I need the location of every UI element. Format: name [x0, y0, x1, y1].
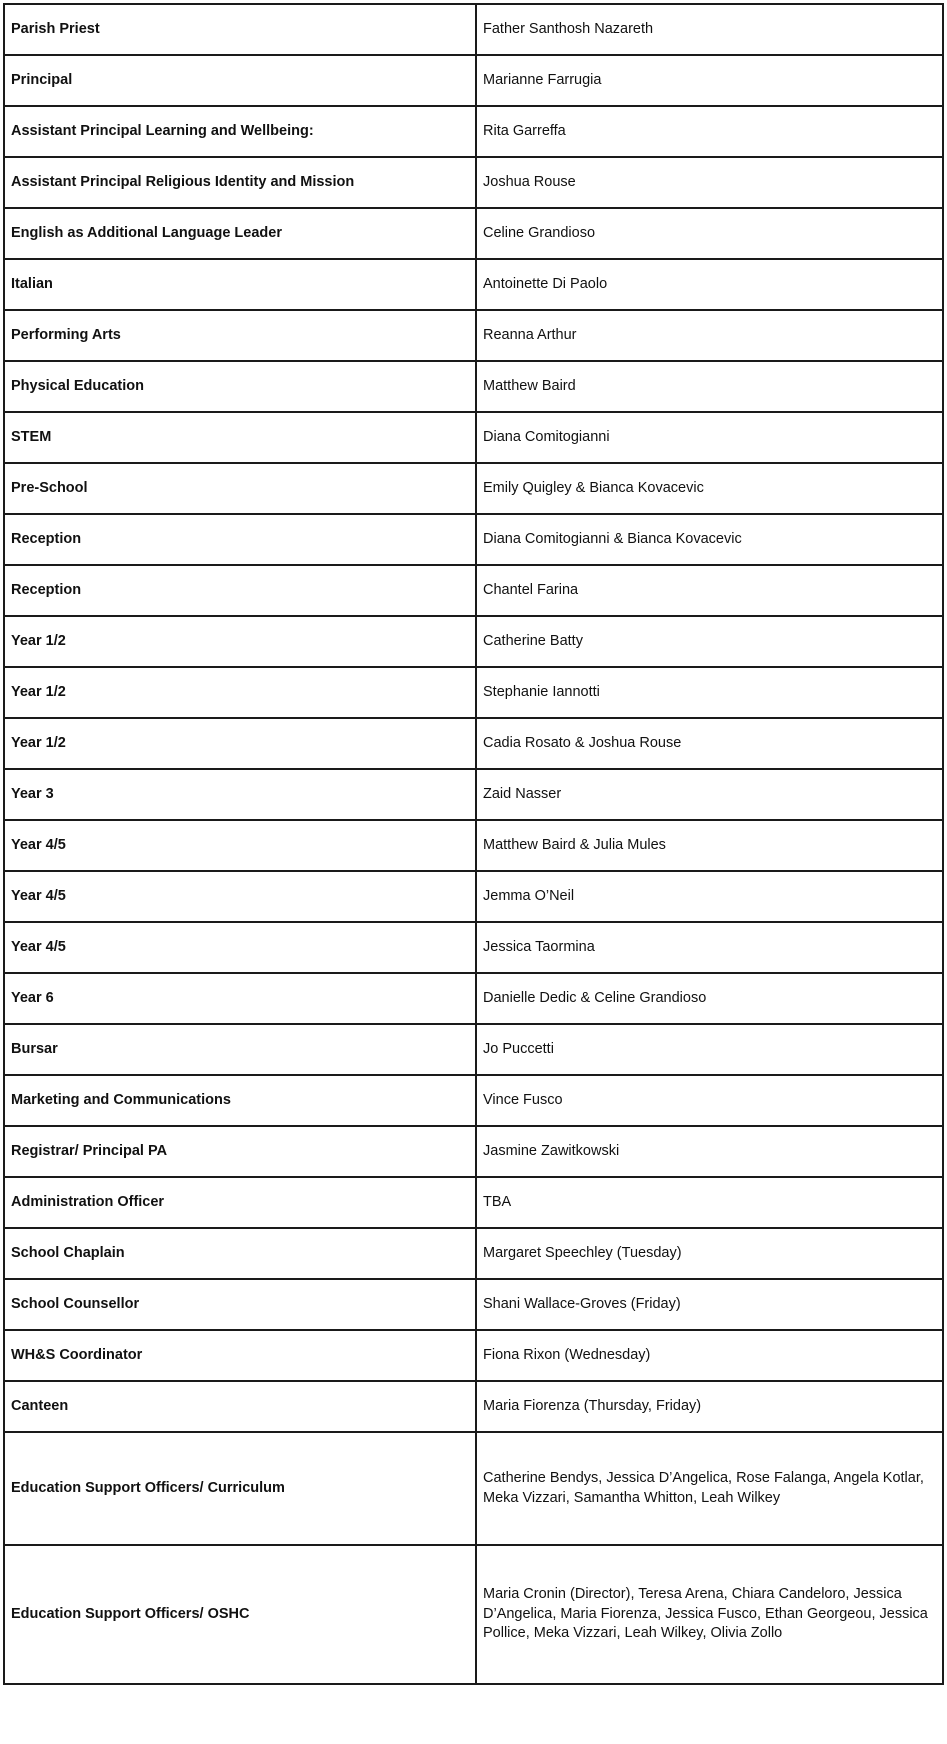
table-row: [4, 616, 943, 667]
name-cell: Jasmine Zawitkowski: [476, 1126, 943, 1177]
name-cell: Jemma O’Neil: [476, 871, 943, 922]
table-row: [4, 871, 943, 922]
table-row: [4, 1381, 943, 1432]
name-cell: Matthew Baird & Julia Mules: [476, 820, 943, 871]
table-row: [4, 4, 943, 55]
name-cell: Reanna Arthur: [476, 310, 943, 361]
name-cell: Joshua Rouse: [476, 157, 943, 208]
role-cell: Year 1/2: [4, 616, 476, 667]
table-row: [4, 412, 943, 463]
role-cell: WH&S Coordinator: [4, 1330, 476, 1381]
table-row: [4, 106, 943, 157]
role-cell: Principal: [4, 55, 476, 106]
name-cell: Shani Wallace-Groves (Friday): [476, 1279, 943, 1330]
table-row: [4, 514, 943, 565]
table-row: [4, 208, 943, 259]
table-row: [4, 1177, 943, 1228]
staff-table: [3, 3, 944, 1685]
name-cell: Fiona Rixon (Wednesday): [476, 1330, 943, 1381]
role-cell: Marketing and Communications: [4, 1075, 476, 1126]
table-row: [4, 565, 943, 616]
name-cell: Father Santhosh Nazareth: [476, 4, 943, 55]
table-row: [4, 1330, 943, 1381]
role-cell: Pre-School: [4, 463, 476, 514]
role-cell: School Chaplain: [4, 1228, 476, 1279]
table-row: [4, 1126, 943, 1177]
name-cell: Antoinette Di Paolo: [476, 259, 943, 310]
role-cell: Year 1/2: [4, 667, 476, 718]
role-cell: Administration Officer: [4, 1177, 476, 1228]
table-row: [4, 973, 943, 1024]
role-cell: Year 4/5: [4, 820, 476, 871]
role-cell: STEM: [4, 412, 476, 463]
name-cell: Margaret Speechley (Tuesday): [476, 1228, 943, 1279]
name-cell: Celine Grandioso: [476, 208, 943, 259]
role-cell: Year 1/2: [4, 718, 476, 769]
role-cell: Canteen: [4, 1381, 476, 1432]
role-cell: Bursar: [4, 1024, 476, 1075]
table-row: [4, 718, 943, 769]
role-cell: Year 4/5: [4, 922, 476, 973]
table-row: [4, 1024, 943, 1075]
table-row: [4, 361, 943, 412]
role-cell: Year 4/5: [4, 871, 476, 922]
name-cell: Cadia Rosato & Joshua Rouse: [476, 718, 943, 769]
name-cell: TBA: [476, 1177, 943, 1228]
table-row: [4, 1279, 943, 1330]
name-cell: Diana Comitogianni: [476, 412, 943, 463]
table-row: [4, 769, 943, 820]
name-cell: Emily Quigley & Bianca Kovacevic: [476, 463, 943, 514]
role-cell: Education Support Officers/ OSHC: [4, 1545, 476, 1684]
table-row: [4, 157, 943, 208]
table-row: [4, 1228, 943, 1279]
table-row: [4, 1432, 943, 1545]
role-cell: Registrar/ Principal PA: [4, 1126, 476, 1177]
name-cell: Catherine Bendys, Jessica D’Angelica, Rose Falanga, Angela Kotlar, Meka Vizzari, Samantha Whitton, Leah Wilkey: [476, 1432, 943, 1545]
name-cell: Jo Puccetti: [476, 1024, 943, 1075]
role-cell: Assistant Principal Religious Identity and Mission: [4, 157, 476, 208]
table-row: [4, 310, 943, 361]
role-cell: Performing Arts: [4, 310, 476, 361]
role-cell: School Counsellor: [4, 1279, 476, 1330]
name-cell: Vince Fusco: [476, 1075, 943, 1126]
name-cell: Rita Garreffa: [476, 106, 943, 157]
role-cell: Assistant Principal Learning and Wellbeing:: [4, 106, 476, 157]
table-row: [4, 259, 943, 310]
table-row: [4, 667, 943, 718]
table-row: [4, 1075, 943, 1126]
table-row: [4, 1545, 943, 1684]
table-row: [4, 922, 943, 973]
table-row: [4, 463, 943, 514]
name-cell: Matthew Baird: [476, 361, 943, 412]
role-cell: Year 3: [4, 769, 476, 820]
name-cell: Jessica Taormina: [476, 922, 943, 973]
table-row: [4, 55, 943, 106]
name-cell: Maria Fiorenza (Thursday, Friday): [476, 1381, 943, 1432]
name-cell: Catherine Batty: [476, 616, 943, 667]
role-cell: Reception: [4, 514, 476, 565]
table-row: [4, 820, 943, 871]
role-cell: Italian: [4, 259, 476, 310]
name-cell: Marianne Farrugia: [476, 55, 943, 106]
name-cell: Maria Cronin (Director), Teresa Arena, Chiara Candeloro, Jessica D’Angelica, Maria Fiorenza, Jessica Fusco, Ethan Georgeou, Jessica Pollice, Meka Vizzari, Leah Wilkey, Olivia Zollo: [476, 1545, 943, 1684]
role-cell: Physical Education: [4, 361, 476, 412]
role-cell: Parish Priest: [4, 4, 476, 55]
name-cell: Diana Comitogianni & Bianca Kovacevic: [476, 514, 943, 565]
name-cell: Danielle Dedic & Celine Grandioso: [476, 973, 943, 1024]
name-cell: Stephanie Iannotti: [476, 667, 943, 718]
role-cell: Reception: [4, 565, 476, 616]
role-cell: English as Additional Language Leader: [4, 208, 476, 259]
name-cell: Chantel Farina: [476, 565, 943, 616]
name-cell: Zaid Nasser: [476, 769, 943, 820]
role-cell: Education Support Officers/ Curriculum: [4, 1432, 476, 1545]
role-cell: Year 6: [4, 973, 476, 1024]
staff-table-body: [4, 4, 943, 1684]
